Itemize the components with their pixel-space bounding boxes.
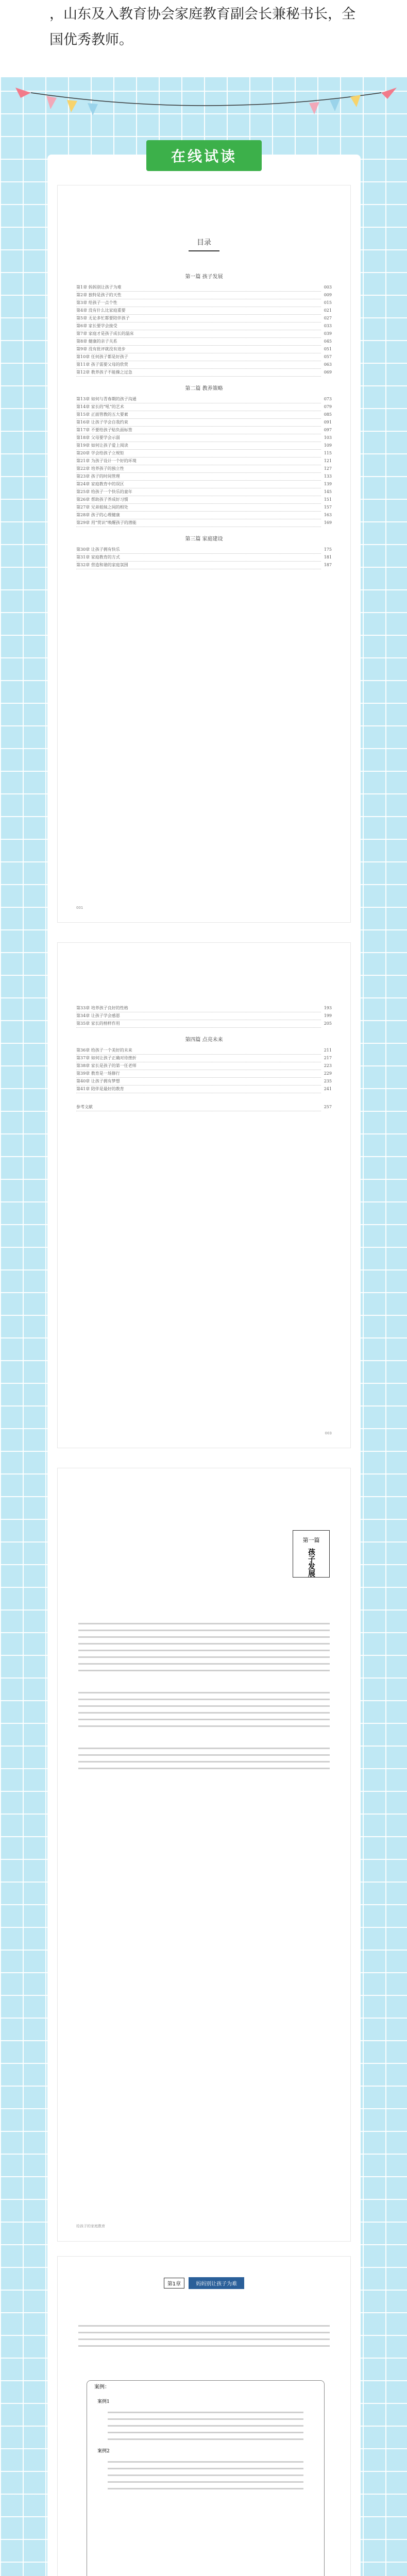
- toc-item-title: 第4章 没有什么比家庭重要: [76, 307, 321, 315]
- toc-row[interactable]: [76, 338, 332, 346]
- toc-item-page: 175: [324, 547, 332, 552]
- toc-row[interactable]: [76, 442, 332, 450]
- toc-row[interactable]: [76, 554, 332, 562]
- toc-item-title: 第11章 孩子需要父母的欣赏: [76, 361, 321, 369]
- section-title: 在线试读: [146, 140, 262, 171]
- toc-item-title: 第33章 培养孩子良好的性格: [76, 1005, 321, 1012]
- toc-row[interactable]: [76, 419, 332, 427]
- toc-item-title: 第18章 父母要学会示弱: [76, 434, 321, 442]
- toc-row[interactable]: [76, 519, 332, 527]
- toc-row[interactable]: [76, 512, 332, 519]
- toc-row[interactable]: [76, 562, 332, 569]
- toc-item-page: 109: [324, 443, 332, 448]
- toc-item-page: 085: [324, 412, 332, 417]
- toc-item-title: 第41章 陪伴是最好的教育: [76, 1086, 321, 1093]
- toc-item-page: 193: [324, 1006, 332, 1010]
- toc-item-title: 第9章 没有批评就没有进步: [76, 346, 321, 353]
- toc-row[interactable]: [76, 1005, 332, 1012]
- toc-row[interactable]: [76, 434, 332, 442]
- toc-item-page: 045: [324, 339, 332, 344]
- toc-item-title: 第16章 让孩子学会自我约束: [76, 419, 321, 427]
- toc-part-title: 第二篇 教养策略: [185, 386, 223, 392]
- toc-row[interactable]: [76, 427, 332, 434]
- toc-item-page: 217: [324, 1056, 332, 1060]
- toc-item-page: 051: [324, 347, 332, 351]
- toc-row: 参考文献 257: [76, 1104, 332, 1111]
- toc-row[interactable]: [76, 1062, 332, 1070]
- toc-item-page: 127: [324, 466, 332, 471]
- toc-item-page: 033: [324, 324, 332, 328]
- toc-item-page: 181: [324, 555, 332, 560]
- toc-item-page: 151: [324, 497, 332, 502]
- toc-item-page: 039: [324, 331, 332, 336]
- intro-line: ，山东及入教育协会家庭教育副会长兼秘书长，全: [49, 6, 355, 22]
- toc-list: [58, 1047, 350, 1093]
- case-label: 案例：: [92, 2382, 112, 2390]
- toc-item-page: 121: [324, 459, 332, 463]
- toc-heading: 目录: [197, 239, 211, 247]
- toc-item-title: 第12章 教养孩子不能操之过急: [76, 369, 321, 377]
- toc-row[interactable]: [76, 465, 332, 473]
- case-sub: 案例1: [97, 2399, 110, 2404]
- toc-page: [58, 185, 350, 922]
- toc-row[interactable]: [76, 473, 332, 481]
- toc-row[interactable]: [76, 284, 332, 292]
- toc-item-page: 057: [324, 354, 332, 359]
- toc-row[interactable]: [76, 323, 332, 330]
- toc-item-title: 第2章 独特是孩子的天性: [76, 292, 321, 299]
- page-number: 001: [76, 906, 83, 910]
- toc-item-page: 205: [324, 1021, 332, 1026]
- page-number: 003: [325, 1431, 332, 1435]
- toc-row[interactable]: [76, 504, 332, 512]
- toc-page-2: [58, 943, 350, 1448]
- intro-line: 国优秀教师。: [49, 32, 133, 48]
- toc-list: [58, 1005, 350, 1028]
- toc-row[interactable]: [76, 346, 332, 353]
- toc-item-page: 115: [324, 451, 332, 455]
- toc-item-title: 第39章 教育是一场修行: [76, 1070, 321, 1078]
- toc-row[interactable]: [76, 457, 332, 465]
- part-page: [58, 1468, 350, 2241]
- toc-item-title: 第10章 任何孩子都是好孩子: [76, 353, 321, 361]
- toc-row[interactable]: [76, 353, 332, 361]
- toc-row[interactable]: [76, 546, 332, 554]
- part-badge-box: 第一篇 孩子发展: [293, 1530, 330, 1578]
- toc-part-title: 第一篇 孩子发展: [185, 274, 223, 280]
- toc-item-title: 第7章 家庭才是孩子成长的温床: [76, 330, 321, 338]
- toc-item-page: 241: [324, 1087, 332, 1091]
- toc-item-title: 第19章 如何让孩子爱上阅读: [76, 442, 321, 450]
- toc-row[interactable]: [76, 330, 332, 338]
- chapter-badge: 第1章: [164, 2278, 184, 2289]
- toc-row[interactable]: [76, 481, 332, 488]
- toc-row[interactable]: [76, 1078, 332, 1086]
- toc-row[interactable]: [76, 1086, 332, 1093]
- toc-row[interactable]: [76, 403, 332, 411]
- toc-item-title: 第35章 家长的榜样作用: [76, 1020, 321, 1028]
- chapter-title: 妈妈别让孩子为难: [189, 2277, 244, 2289]
- toc-item-title: 第32章 营造和谐的家庭氛围: [76, 562, 321, 569]
- toc-item-title: 第5章 无论多忙都要陪伴孩子: [76, 315, 321, 323]
- bunting-decoration: [0, 77, 407, 118]
- toc-item-title: 第8章 健康的亲子关系: [76, 338, 321, 346]
- toc-list: [58, 396, 350, 527]
- toc-row[interactable]: [76, 292, 332, 299]
- toc-part-title: 第四篇 点亮未来: [185, 1037, 223, 1043]
- chapter-page: [58, 2257, 350, 2576]
- toc-row[interactable]: [76, 369, 332, 377]
- toc-item-title: 第31章 家庭教育的方式: [76, 554, 321, 562]
- toc-row[interactable]: [76, 396, 332, 403]
- toc-item-title: 第26章 帮助孩子养成好习惯: [76, 496, 321, 504]
- toc-row[interactable]: [76, 1012, 332, 1020]
- toc-item-page: 079: [324, 404, 332, 409]
- toc-item-title: 第6章 家长要学会接受: [76, 323, 321, 330]
- intro-text: [0, 0, 407, 77]
- toc-item-page: 235: [324, 1079, 332, 1083]
- case-box: [87, 2380, 325, 2576]
- toc-item-title: 第14章 家长的“吼”的艺术: [76, 403, 321, 411]
- toc-item-page: 211: [324, 1048, 332, 1053]
- toc-row[interactable]: [76, 488, 332, 496]
- toc-item-page: 223: [324, 1063, 332, 1068]
- toc-row[interactable]: [76, 496, 332, 504]
- case-sub: 案例2: [97, 2449, 110, 2454]
- toc-item-page: 157: [324, 505, 332, 510]
- footer-text: 给孩子的家庭教育: [76, 2224, 105, 2228]
- toc-item-title: 第38章 家长是孩子的第一任老师: [76, 1062, 321, 1070]
- toc-item-title: 第3章 给孩子一点个性: [76, 299, 321, 307]
- toc-row[interactable]: [76, 1020, 332, 1028]
- toc-row[interactable]: [76, 411, 332, 419]
- toc-item-title: 第13章 如何与青春期的孩子沟通: [76, 396, 321, 403]
- toc-item-page: 169: [324, 520, 332, 525]
- toc-item-title: 第23章 孩子的时间管理: [76, 473, 321, 481]
- toc-item-page: 163: [324, 513, 332, 517]
- toc-item-title: 第17章 不要给孩子贴负面标签: [76, 427, 321, 434]
- toc-row[interactable]: [76, 315, 332, 323]
- toc-item-page: 003: [324, 285, 332, 290]
- toc-item-title: 第21章 为孩子设计一个好的环境: [76, 457, 321, 465]
- toc-item-page: 021: [324, 308, 332, 313]
- toc-row[interactable]: [76, 1070, 332, 1078]
- toc-row[interactable]: [76, 361, 332, 369]
- toc-item-page: 009: [324, 293, 332, 297]
- toc-item-title: 第20章 学会给孩子立规矩: [76, 450, 321, 457]
- toc-item-title: 第34章 让孩子学会感恩: [76, 1012, 321, 1020]
- divider: [189, 250, 219, 251]
- toc-item-title: 第15章 正面管教的五大要素: [76, 411, 321, 419]
- toc-list: [58, 284, 350, 377]
- toc-item-page: 133: [324, 474, 332, 479]
- toc-item-page: 027: [324, 316, 332, 320]
- toc-item-page: 229: [324, 1071, 332, 1076]
- toc-row[interactable]: [76, 450, 332, 457]
- toc-item-page: 199: [324, 1013, 332, 1018]
- toc-item-page: 103: [324, 435, 332, 440]
- toc-item-title: 第37章 如何让孩子正确对待挫折: [76, 1055, 321, 1062]
- toc-row[interactable]: [76, 307, 332, 315]
- toc-item-title: 第29章 用“赏识”唤醒孩子的潜能: [76, 519, 321, 527]
- toc-item-page: 145: [324, 489, 332, 494]
- chapter-header: [58, 2277, 350, 2289]
- toc-item-title: 第28章 孩子的心理健康: [76, 512, 321, 519]
- toc-item-title: 第27章 兄弟姐妹之间的相处: [76, 504, 321, 512]
- toc-item-page: 015: [324, 300, 332, 305]
- toc-row[interactable]: [76, 1055, 332, 1062]
- toc-item-title: 第30章 让孩子拥有快乐: [76, 546, 321, 554]
- toc-item-title: 第25章 给孩子一个快乐的童年: [76, 488, 321, 496]
- toc-item-title: 第36章 给孩子一个美好的未来: [76, 1047, 321, 1055]
- toc-item-page: 069: [324, 370, 332, 375]
- toc-item-title: 第24章 家庭教育中的误区: [76, 481, 321, 488]
- toc-item-page: 187: [324, 563, 332, 567]
- toc-part-title: 第三篇 家庭建设: [185, 536, 223, 542]
- toc-item-page: 139: [324, 482, 332, 486]
- toc-item-title: 第22章 培养孩子的独立性: [76, 465, 321, 473]
- toc-item-title: 第40章 让孩子拥有梦想: [76, 1078, 321, 1086]
- toc-item-page: 073: [324, 397, 332, 401]
- toc-list: [58, 546, 350, 569]
- toc-row[interactable]: [76, 299, 332, 307]
- toc-item-page: 091: [324, 420, 332, 425]
- toc-item-page: 063: [324, 362, 332, 367]
- toc-item-title: 第1章 妈妈别让孩子为难: [76, 284, 321, 292]
- toc-row[interactable]: [76, 1047, 332, 1055]
- toc-item-page: 097: [324, 428, 332, 432]
